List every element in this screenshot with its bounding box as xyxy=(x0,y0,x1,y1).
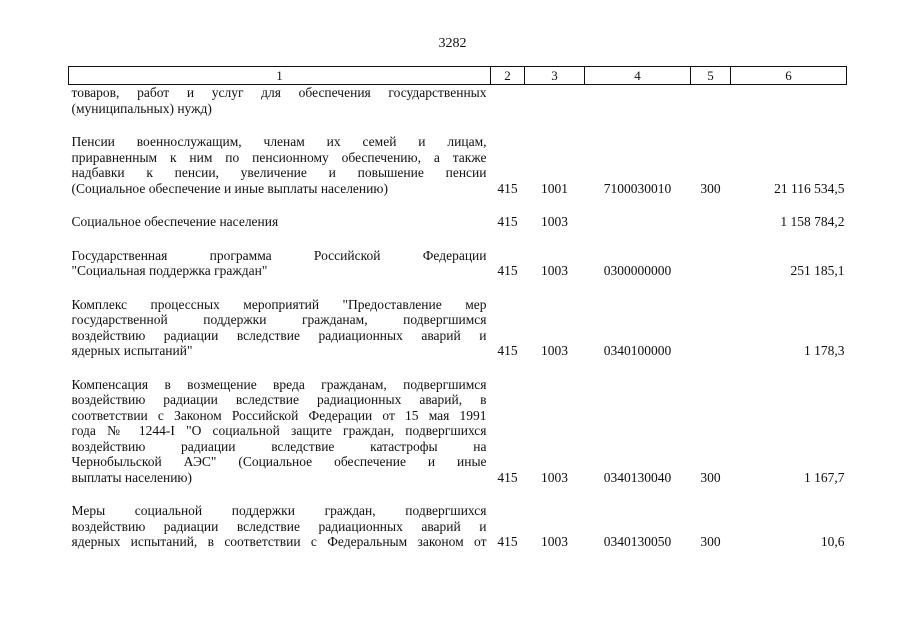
table-row xyxy=(69,214,847,230)
item-name-line: соответствии с Законом Российской Федерации от 15 мая 1991 xyxy=(71,407,487,423)
page-number: 3282 xyxy=(438,36,467,51)
item-name-line: государственной поддержки гражданам, подвергшимся xyxy=(71,312,487,327)
expense-type-cell xyxy=(691,297,731,359)
spacer-cell xyxy=(69,279,847,297)
section-code-cell xyxy=(525,85,585,117)
target-article-cell xyxy=(585,85,691,117)
expense-type-cell xyxy=(691,85,731,117)
item-name-line: Меры социальной поддержки граждан, подвергшихся xyxy=(71,503,487,518)
item-name-line: ядерных испытаний" xyxy=(71,343,193,358)
expense-type-cell: 300 xyxy=(700,534,721,549)
item-name-cell xyxy=(69,297,491,359)
row-spacer xyxy=(69,359,847,377)
item-name-line: воздействию радиации вследствие радиационных аварий, в xyxy=(71,392,487,407)
section-code-cell: 1003 xyxy=(541,534,568,549)
item-name-cell xyxy=(69,503,491,550)
item-name-line: Пенсии военнослужащим, членам их семей и лицам, xyxy=(71,134,487,149)
ministry-code-cell: 415 xyxy=(497,263,518,278)
item-name-cell xyxy=(69,85,491,117)
item-name-line: выплаты населению) xyxy=(71,469,193,485)
item-name-line: воздействию радиации вследствие катастрофы на xyxy=(71,438,487,454)
column-header-5: 5 xyxy=(691,67,731,85)
row-spacer xyxy=(69,485,847,503)
item-name-line: Чернобыльской АЭС" (Социальное обеспечение и иные xyxy=(71,454,487,469)
expense-type-cell: 300 xyxy=(700,180,721,196)
column-header-2: 2 xyxy=(491,67,525,85)
section-code-cell: 1001 xyxy=(541,180,568,196)
ministry-code-cell xyxy=(491,85,525,117)
target-article-cell xyxy=(585,214,691,230)
item-name-line: Компенсация в возмещение вреда гражданам, подвергшимся xyxy=(71,376,487,392)
spacer-cell xyxy=(69,485,847,503)
table-body xyxy=(69,85,847,550)
spacer-cell xyxy=(69,359,847,377)
item-name-cell xyxy=(69,248,491,279)
row-spacer xyxy=(69,279,847,297)
row-spacer xyxy=(69,230,847,248)
ministry-code-cell: 415 xyxy=(497,534,518,549)
column-header-3: 3 xyxy=(525,67,585,85)
ministry-code-cell: 415 xyxy=(497,214,518,229)
amount-cell: 10,6 xyxy=(820,534,845,549)
spacer-cell xyxy=(69,196,847,214)
expense-type-cell xyxy=(691,214,731,230)
row-spacer xyxy=(69,116,847,134)
table-row xyxy=(69,248,847,279)
column-header-4: 4 xyxy=(585,67,691,85)
item-name-line: (Социальное обеспечение и иные выплаты населению) xyxy=(71,180,388,196)
target-article-cell: 0340100000 xyxy=(603,343,672,358)
column-header-6: 6 xyxy=(731,67,847,85)
item-name-line: надбавки к пенсии, увеличение и повышение пенсии xyxy=(71,165,487,180)
expense-type-cell xyxy=(691,248,731,279)
ministry-code-cell: 415 xyxy=(497,180,518,196)
section-code-cell: 1003 xyxy=(541,343,568,358)
row-spacer xyxy=(69,196,847,214)
table-row xyxy=(69,297,847,359)
amount-cell: 21 116 534,5 xyxy=(774,180,845,196)
column-number-header-row xyxy=(69,67,847,85)
item-name-line: Социальное обеспечение населения xyxy=(71,214,279,229)
column-header-1: 1 xyxy=(69,67,491,85)
section-code-cell: 1003 xyxy=(541,214,568,229)
section-code-cell: 1003 xyxy=(541,263,568,278)
item-name-line: Государственная программа Российской Федерации xyxy=(71,247,487,263)
target-article-cell: 7100030010 xyxy=(603,180,672,196)
table-row xyxy=(69,134,847,196)
table-row xyxy=(69,503,847,550)
spacer-cell xyxy=(69,230,847,248)
expense-type-cell: 300 xyxy=(700,469,721,485)
target-article-cell: 0340130040 xyxy=(603,469,672,485)
item-name-line: приравненным к ним по пенсионному обеспечению, а также xyxy=(71,149,487,165)
ministry-code-cell: 415 xyxy=(497,343,518,358)
item-name-cell xyxy=(69,134,491,196)
spacer-cell xyxy=(69,116,847,134)
item-name-line: товаров, работ и услуг для обеспечения государственных xyxy=(71,85,487,100)
item-name-cell xyxy=(69,377,491,486)
budget-table xyxy=(68,66,847,550)
item-name-line: ядерных испытаний, в соответствии с Федеральным законом от xyxy=(71,534,487,549)
amount-cell: 251 185,1 xyxy=(790,263,845,278)
amount-cell: 1 158 784,2 xyxy=(780,214,845,229)
target-article-cell: 0340130050 xyxy=(603,534,672,549)
item-name-line: воздействию радиации вследствие радиационных аварий и xyxy=(71,518,487,534)
amount-cell: 1 178,3 xyxy=(804,343,845,358)
item-name-line: воздействию радиации вследствие радиационных аварий и xyxy=(71,327,487,343)
item-name-line: Комплекс процессных мероприятий "Предоставление мер xyxy=(71,296,487,312)
table-row xyxy=(69,85,847,117)
item-name-line: (муниципальных) нужд) xyxy=(71,100,212,116)
amount-cell xyxy=(731,85,847,117)
item-name-line: года № 1244-I "О социальной защите граждан, подвергшихся xyxy=(71,423,487,438)
table-row xyxy=(69,377,847,486)
item-name-cell xyxy=(69,214,491,230)
target-article-cell: 0300000000 xyxy=(603,263,672,278)
section-code-cell: 1003 xyxy=(541,469,568,485)
amount-cell: 1 167,7 xyxy=(804,469,845,485)
item-name-line: "Социальная поддержка граждан" xyxy=(71,263,268,278)
ministry-code-cell: 415 xyxy=(497,469,518,485)
